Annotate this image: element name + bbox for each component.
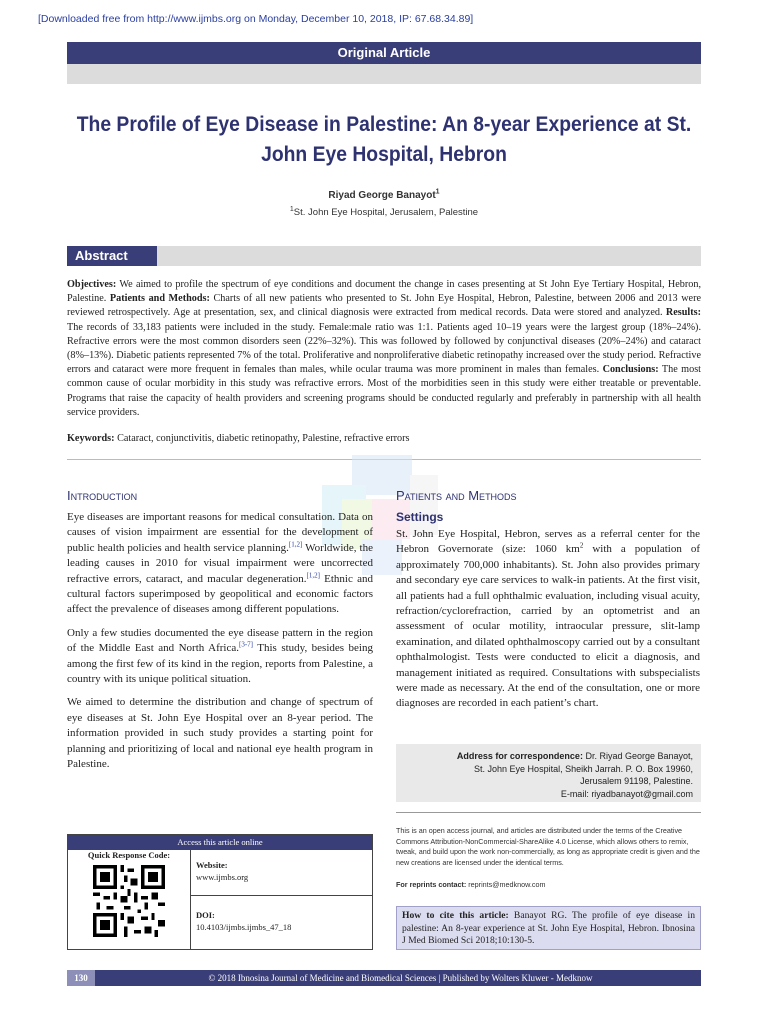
abstract-label-methods: Patients and Methods: [109,293,210,305]
intro-paragraph-1: Eye diseases are important reasons for medical consultation. Data on causes of vision impairment are essential for the development of public health policies and health service planning.[1,2] Worldwide, the leading causes in 2010 for visual impairment were uncorrected refractive errors, cataract, and macular degeneration.[1,2] Ethnic and cultural factors superimposed by geopolitical and economic factors affect the prevalence of diseases among different populations. [67,511,373,616]
page-number: 130 [67,970,95,986]
footer-copyright: © 2018 Ibnosina Journal of Medicine and Biomedical Sciences | Published by Wolters Kluwer - Medknow [208,973,593,983]
qr-label: Quick Response Code: [87,850,171,860]
abstract-band [67,246,701,266]
reprints-email[interactable]: reprints@medknow.com [466,880,546,889]
author [0,190,768,201]
correspondence-box [396,744,701,802]
qr-code-icon[interactable] [93,865,165,937]
keywords-label: Keywords: [67,433,115,444]
citation-ref[interactable]: [1,2] [288,540,303,549]
download-note: [Downloaded free from http://www.ijmbs.org on Monday, December 10, 2018, IP: 67.68.34.89] [38,13,474,25]
citation-ref[interactable]: [3-7] [239,640,253,649]
settings-heading: Settings [396,510,444,524]
author-sup: 1 [435,188,440,196]
abstract-conclusions: The most common cause of ocular morbidity in this study was refractive errors. Most of the morbidities seen in this study were either treatable or preventable. Programs that raise the capacity of health providers and screening programs should be conducted regularly and preferably in partnership with all health service providers. [67,364,701,418]
abstract-heading: Abstract [67,246,157,266]
access-box [67,834,373,950]
intro-paragraph-3: We aimed to determine the distribution and change of spectrum of eye diseases at St. John Eye Hospital over an 8-year period. The information provided in such study provides a starting point for planning and prioritizing of local and national eye health program in Palestine. [67,696,373,771]
abstract-label-results: Results: [665,307,701,319]
abstract-methods: Charts of all new patients who presented to St. John Eye Hospital, Hebron, Palestine, between 2006 and 2013 were reviewed retrospectively. Age at presentation, sex, and clinical diagnosis were extracted from medical records. Data were stored and analyzed. [67,293,701,319]
cite-text: Banayot RG. The profile of eye disease in palestine: An 8-year experience at St. John Eye Hospital, Hebron. Ibnosina J Med Biomed Sci 2018;10:130-5. [402,910,696,947]
doi-label: DOI: [196,910,215,920]
abstract-text [67,278,701,420]
affiliation-text: St. John Eye Hospital, Jerusalem, Palestine [293,207,479,218]
section-label: Original Article [67,42,701,64]
affiliation-sup: 1 [289,205,294,213]
divider [396,812,701,813]
citation-box [396,906,701,950]
section-label-band [67,64,701,84]
introduction-heading: Introduction [67,488,138,503]
author-name: Riyad George Banayot [328,190,436,201]
abstract-objectives: We aimed to profile the spectrum of eye conditions and document the change in cases presenting at St John Eye Tertiary Hospital, Hebron, Palestine. [67,279,701,305]
website-label: Website: [196,860,228,870]
introduction-body [67,510,373,781]
keywords [67,433,701,444]
doi-link[interactable]: 10.4103/ijmbs.ijmbs_47_18 [196,922,292,932]
keywords-text: Cataract, conjunctivitis, diabetic retinopathy, Palestine, refractive errors [114,433,410,444]
website-link[interactable]: www.ijmbs.org [196,872,249,882]
correspondence-line: St. John Eye Hospital, Sheikh Jarrah. P. O. Box 19960, [474,763,693,774]
abstract-results: The records of 33,183 patients were included in the study. Female:male ratio was 1:1. Patients aged 10–19 years were the largest group (18%–24%). Refractive errors were the most common disorders seen (22%–32%). This was followed by followed by conjunctival diseases (20%–24%) and cataract (8%–13%). Diabetic patients represented 7% of the total. Proliferative and nonproliferative diabetic retinopathy increased over the study period. Refractive errors and cataract were more frequent in females than males, while ocular trauma was more prominent in males than females. [67,321,701,376]
reprints-label: For reprints contact: [396,880,467,889]
affiliation [0,207,768,218]
article-title: The Profile of Eye Disease in Palestine: An 8-year Experience at St. John Eye Hospital, Hebron [76,113,692,166]
open-access-notice: This is an open access journal, and articles are distributed under the terms of the Creative Commons Attribution-NonCommercial-ShareAlike 4.0 License, which allows others to remix, tweak, and build upon the work non-commercially, as long as appropriate credit is given and the new creations are licensed under the identical terms. [396,826,700,867]
correspondence-line: Jerusalem 91198, Palestine. [580,776,693,786]
patients-methods-heading: Patients and Methods [396,488,517,503]
access-heading: Access this article online [68,835,372,850]
correspondence-label: Address for correspondence: [456,751,583,761]
divider [190,850,191,950]
abstract-label-objectives: Objectives: [67,279,117,290]
settings-body: St. John Eye Hospital, Hebron, serves as a referral center for the Hebron Governorate (size: 1060 $km^2$ with a population of approximately 700,000 inhabitants). St. John also provides primary and secondary eye care services to walk-in patients. At the first visit, all patients had a full ophthalmic evaluation, including visual acuity, refraction/cyclorefraction, carried by an optometrist and an assessment of ocular motility, intraocular pressure, slit-lamp examination, and dilated ophthalmoscopy carried out by a consultant ophthalmologist. Tests were conducted to elicit a diagnosis, and management initiated as required. Consultations with subspecialists were made as necessary. At the end of the consultation, one or more diagnoses are recorded in each patient’s chart. [396,528,700,710]
divider [190,895,373,896]
abstract-label-conclusions: Conclusions: [602,364,659,376]
cite-label: How to cite this article: [402,910,509,921]
intro-paragraph-2: Only a few studies documented the eye disease pattern in the region of the Middle East and North Africa.[3-7] This study, besides being among the first few of its kind in the region, reports from Palestine, a country with its unique political situation. [67,626,373,686]
correspondence-email[interactable]: E-mail: riyadbanayot@gmail.com [560,788,693,799]
reprints [396,880,701,889]
correspondence-name: Dr. Riyad George Banayot, [582,751,693,761]
citation-ref[interactable]: [1,2] [306,570,320,579]
